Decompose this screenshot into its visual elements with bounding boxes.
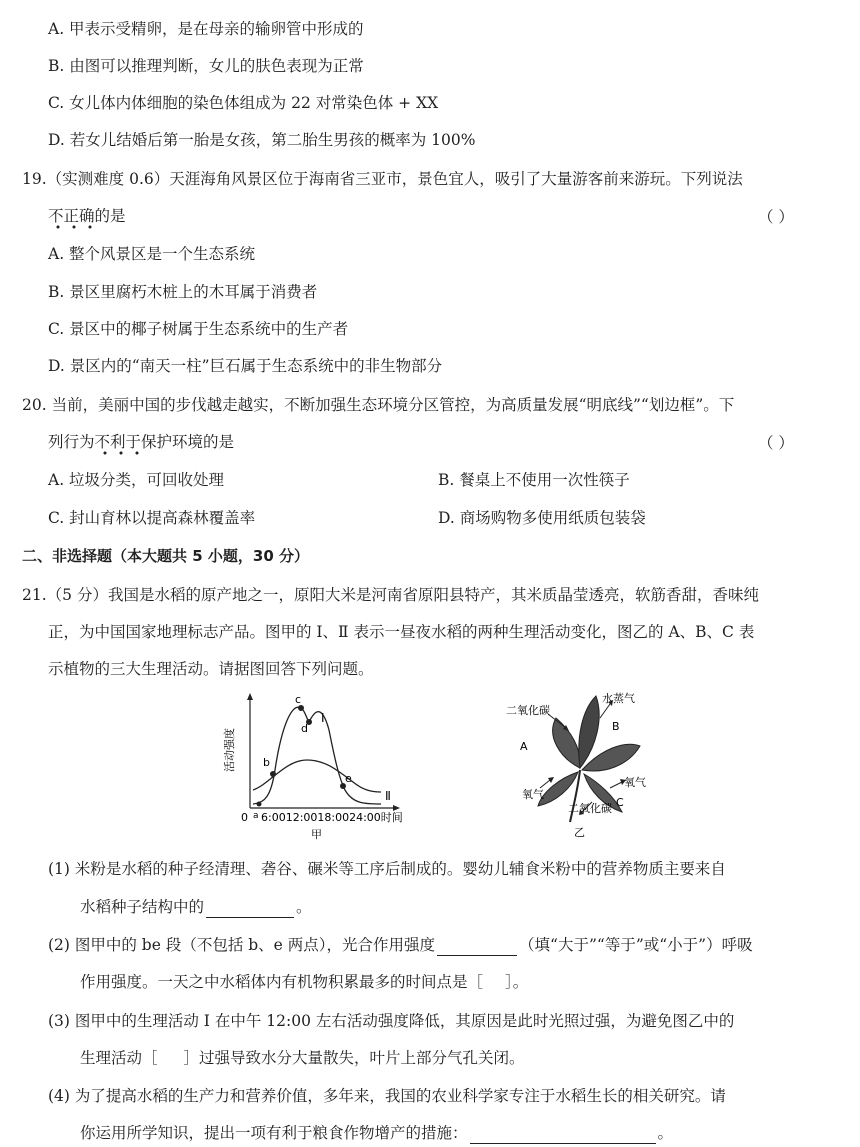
point-b-label: b xyxy=(263,756,270,769)
q21-stem-line3: 示植物的三大生理活动。请据图回答下列问题。 xyxy=(48,660,374,678)
label-co2-top: 二氧化碳 xyxy=(506,704,550,717)
figure-yi xyxy=(500,688,680,840)
point-c-label: c xyxy=(295,693,302,706)
q21-sub3-line1: (3) 图甲中的生理活动 Ⅰ 在中午 12:00 左右活动强度降低，其原因是此时光照过强，为避免图乙中的 xyxy=(48,1012,735,1030)
point-a xyxy=(257,802,262,807)
q19-stem: 19.（实测难度 0.6）天涯海角风景区位于海南省三亚市，景色宜人，吸引了大量游客前来游玩。下列说法 xyxy=(22,170,743,188)
y-axis-label: 活动强度 xyxy=(223,728,236,772)
q21-stem-line1: 21.（5 分）我国是水稻的原产地之一，原阳大米是河南省原阳县特产，其米质晶莹透亮，软筋香甜，香味纯 xyxy=(22,586,759,604)
label-b: B xyxy=(612,720,620,733)
origin-label: 0 xyxy=(241,811,248,824)
q20-option-a: A. 垃圾分类，可回收处理 xyxy=(48,471,225,489)
answer-blank-1[interactable] xyxy=(206,901,294,918)
q21-sub1-line2: 水稻种子结构中的 。 xyxy=(80,898,312,916)
q20-stem-line2: 列行为不利于 保护环境的是 xyxy=(48,431,234,453)
q20-option-c: C. 封山育林以提高森林覆盖率 xyxy=(48,509,256,527)
q21-sub3-line2: 生理活动［ ］过强导致水分大量散失，叶片上部分气孔关闭。 xyxy=(80,1049,525,1067)
q19-option-c: C. 景区中的椰子树属于生态系统中的生产者 xyxy=(48,320,349,338)
arrow-water-out xyxy=(600,704,610,718)
point-e-label: e xyxy=(345,772,352,785)
q21-sub2-line2: 作用强度。一天之中水稻体内有机物积累最多的时间点是［ ］。 xyxy=(80,973,529,991)
q20-answer-paren: （ ） xyxy=(758,434,794,452)
q19-option-d: D. 景区内的“南天一柱”巨石属于生态系统中的非生物部分 xyxy=(48,357,443,375)
label-o2-right: 氧气 xyxy=(624,776,646,789)
y-axis-arrow xyxy=(247,693,253,700)
q18-option-a: A. 甲表示受精卵，是在母亲的输卵管中形成的 xyxy=(48,20,364,38)
q21-stem-line2: 正，为中国国家地理标志产品。图甲的 Ⅰ、Ⅱ 表示一昼夜水稻的两种生理活动变化，图乙的 A、B、C 表 xyxy=(48,623,755,641)
curve-2-label: Ⅱ xyxy=(385,789,391,803)
label-o2-left: 氧气 xyxy=(522,788,544,801)
q19-option-a: A. 整个风景区是一个生态系统 xyxy=(48,245,256,263)
curve-1-label: Ⅰ xyxy=(321,711,325,725)
answer-blank-4[interactable] xyxy=(470,1127,656,1144)
curve-1 xyxy=(253,707,381,804)
section-heading: 二、非选择题（本大题共 5 小题，30 分） xyxy=(22,547,309,565)
label-co2-bottom: 二氧化碳 xyxy=(568,802,612,815)
label-a: A xyxy=(520,740,528,753)
q20-option-d: D. 商场购物多使用纸质包装袋 xyxy=(438,509,646,527)
q18-option-c: C. 女儿体内体细胞的染色体组成为 22 对常染色体 + XX xyxy=(48,94,439,112)
q20-option-b: B. 餐桌上不使用一次性筷子 xyxy=(438,471,630,489)
label-c: C xyxy=(616,796,624,809)
point-b xyxy=(270,771,276,777)
q19-answer-paren: （ ） xyxy=(758,208,794,226)
q19-emphasis: 不正确 xyxy=(48,207,95,225)
label-water-vapor: 水蒸气 xyxy=(602,692,635,705)
arrow-o2-right xyxy=(610,782,622,788)
x-axis-ticks: 6:0012:0018:0024:00时间 xyxy=(261,811,403,824)
figure-jia xyxy=(215,690,425,840)
q20-emphasis: 不利于 xyxy=(95,433,142,451)
q21-sub2-line1: (2) 图甲中的 be 段（不包括 b、e 两点），光合作用强度 （填“大于”“等于”或“小于”）呼吸 xyxy=(48,936,753,954)
figure-jia-caption: 甲 xyxy=(311,828,322,840)
q21-sub4-line1: (4) 为了提高水稻的生产力和营养价值，多年来，我国的农业科学家专注于水稻生长的相关研究。请 xyxy=(48,1087,726,1105)
q18-option-b: B. 由图可以推理判断，女儿的肤色表现为正常 xyxy=(48,57,364,75)
q20-stem: 20. 当前，美丽中国的步伐越走越实，不断加强生态环境分区管控，为高质量发展“明底线”“划边框”。下 xyxy=(22,396,735,414)
q19-stem-line2: 不正确 的是 xyxy=(48,205,126,227)
q21-sub1-line1: (1) 米粉是水稻的种子经清理、砻谷、碾米等工序后制成的。婴幼儿辅食米粉中的营养物质主要来自 xyxy=(48,860,726,878)
point-a-label: a xyxy=(253,811,259,821)
leaf-left-upper xyxy=(553,718,581,768)
point-d-label: d xyxy=(301,722,308,735)
figure-yi-caption: 乙 xyxy=(574,826,585,839)
q19-option-b: B. 景区里腐朽木桩上的木耳属于消费者 xyxy=(48,283,318,301)
answer-blank-2[interactable] xyxy=(437,939,517,956)
q21-sub4-line2: 你运用所学知识，提出一项有利于粮食作物增产的措施： 。 xyxy=(80,1124,674,1142)
arrow-o2-left xyxy=(540,780,550,788)
arrow-o2-left-head xyxy=(548,777,554,783)
q18-option-d: D. 若女儿结婚后第一胎是女孩，第二胎生男孩的概率为 100% xyxy=(48,131,476,149)
leaf-left-lower xyxy=(538,772,578,806)
